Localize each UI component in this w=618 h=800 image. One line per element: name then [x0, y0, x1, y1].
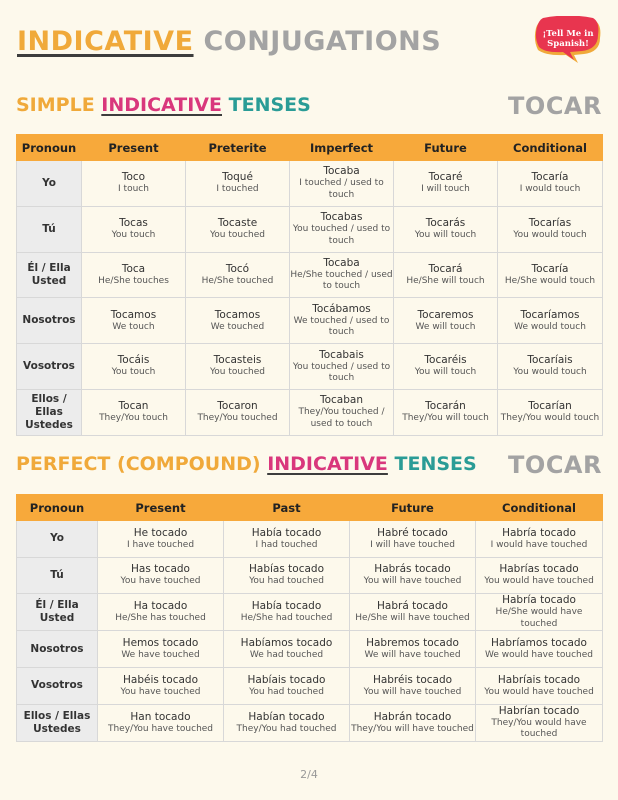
conjugation-cell — [476, 594, 603, 631]
english-translation: He/She touched / used to touch — [290, 269, 393, 292]
perfect-title-c: TENSES — [394, 453, 477, 475]
conjugation-cell — [476, 704, 603, 741]
spanish-form: Tocaríais — [527, 354, 573, 367]
conjugation-cell — [394, 344, 498, 390]
english-translation: You would have touched — [484, 686, 594, 697]
table-row — [17, 668, 603, 705]
conjugation-cell — [350, 521, 476, 558]
spanish-form: Tocasteis — [213, 354, 262, 367]
english-translation: You touched — [209, 367, 265, 378]
simple-title-a: SIMPLE — [16, 94, 95, 116]
conjugation-cell — [498, 389, 603, 435]
conjugation-cell — [186, 252, 290, 298]
column-header: Future — [394, 135, 498, 161]
spanish-form: Toqué — [222, 171, 253, 184]
spanish-form: Habría tocado — [502, 526, 576, 539]
column-header: Past — [224, 495, 350, 521]
english-translation: You had touched — [249, 686, 324, 697]
english-translation: You touched / used to touch — [292, 361, 391, 384]
table-row — [17, 161, 603, 207]
english-translation: You have touched — [120, 576, 201, 587]
conjugation-cell — [224, 557, 350, 594]
spanish-form: Toca — [121, 262, 146, 275]
logo-line2: Spanish! — [547, 39, 589, 49]
english-translation: We will have touched — [364, 649, 461, 660]
english-translation: We would have touched — [485, 649, 593, 660]
conjugation-cell — [394, 252, 498, 298]
spanish-form: He tocado — [133, 526, 188, 539]
spanish-form: Ha tocado — [133, 600, 188, 613]
spanish-form: Hemos tocado — [122, 636, 199, 649]
spanish-form: Tocamos — [214, 308, 261, 321]
english-translation: I touch — [118, 184, 149, 195]
spanish-form: Tocábamos — [312, 302, 371, 315]
conjugation-cell — [498, 344, 603, 390]
english-translation: They/You will have touched — [351, 723, 474, 734]
table-row — [17, 704, 603, 741]
column-header: Conditional — [476, 495, 603, 521]
pronoun-cell: Él / Ella Usted — [17, 252, 82, 298]
column-header: Present — [98, 495, 224, 521]
spanish-form: Habrían tocado — [498, 704, 580, 717]
column-header: Pronoun — [17, 135, 82, 161]
conjugation-cell — [350, 631, 476, 668]
table-row — [17, 252, 603, 298]
spanish-form: Tocarás — [425, 216, 466, 229]
spanish-form: Tocaban — [319, 394, 363, 407]
english-translation: He/She will have touched — [355, 613, 470, 624]
english-translation: They/You touched / used to touch — [298, 407, 385, 429]
spanish-form: Toco — [121, 171, 146, 184]
spanish-form: Habrán tocado — [373, 710, 452, 723]
conjugation-cell — [290, 298, 394, 344]
pronoun-cell: Vosotros — [17, 668, 98, 705]
spanish-form: Tocarán — [425, 400, 466, 413]
english-translation: You will touch — [414, 367, 477, 378]
spanish-form: Habrías tocado — [499, 563, 579, 576]
spanish-form: Habíais tocado — [247, 673, 326, 686]
conjugation-cell — [98, 668, 224, 705]
conjugation-cell — [476, 631, 603, 668]
spanish-form: Tocaré — [428, 171, 463, 184]
spanish-form: Tocarían — [528, 400, 572, 413]
spanish-form: Tocaremos — [417, 308, 474, 321]
perfect-title-a: PERFECT (COMPOUND) — [16, 453, 261, 475]
english-translation: We will touch — [415, 321, 476, 332]
column-header: Future — [350, 495, 476, 521]
conjugation-cell — [98, 631, 224, 668]
pronoun-cell: Ellos / Ellas Ustedes — [17, 704, 98, 741]
spanish-form: Había tocado — [251, 600, 322, 613]
english-translation: He/She would have touched — [495, 607, 583, 629]
spanish-form: Había tocado — [251, 526, 322, 539]
spanish-form: Tocaría — [531, 262, 569, 275]
english-translation: You would have touched — [484, 576, 594, 587]
english-translation: I will have touched — [370, 539, 455, 550]
conjugation-cell — [290, 252, 394, 298]
conjugation-cell — [394, 389, 498, 435]
spanish-form: Habían tocado — [248, 710, 325, 723]
conjugation-cell — [350, 704, 476, 741]
english-translation: You touch — [111, 367, 156, 378]
english-translation: You will have touched — [363, 686, 462, 697]
english-translation: You would touch — [513, 367, 587, 378]
english-translation: They/You touch — [99, 413, 168, 424]
simple-title-b: INDICATIVE — [101, 94, 222, 116]
conjugation-cell — [82, 252, 186, 298]
spanish-form: Tocaría — [531, 171, 569, 184]
conjugation-cell — [82, 206, 186, 252]
english-translation: You touched — [209, 229, 265, 240]
english-translation: We would touch — [514, 321, 586, 332]
spanish-form: Tocabais — [319, 348, 364, 361]
english-translation: I would have touched — [490, 539, 588, 550]
english-translation: I would touch — [519, 184, 581, 195]
english-translation: I touched / used to touch — [299, 178, 384, 200]
column-header: Pronoun — [17, 495, 98, 521]
english-translation: We touched / used to touch — [293, 315, 390, 338]
page-title-part1: INDICATIVE — [17, 26, 194, 57]
simple-section-title — [16, 94, 311, 116]
perfect-title-b: INDICATIVE — [267, 453, 388, 475]
english-translation: You had touched — [249, 576, 324, 587]
column-header: Present — [82, 135, 186, 161]
spanish-form: Han tocado — [130, 710, 191, 723]
logo-line1: ¡Tell Me in — [542, 29, 594, 39]
pronoun-cell: Él / Ella Usted — [17, 594, 98, 631]
spanish-form: Tocaba — [323, 256, 360, 269]
conjugation-cell — [186, 389, 290, 435]
conjugation-cell — [98, 557, 224, 594]
spanish-form: Tocarías — [528, 216, 572, 229]
spanish-form: Habíamos tocado — [240, 636, 333, 649]
english-translation: They/You touched — [197, 413, 278, 424]
conjugation-cell — [290, 161, 394, 207]
conjugation-cell — [394, 298, 498, 344]
english-translation: They/You would touch — [500, 413, 600, 424]
english-translation: You would touch — [513, 229, 587, 240]
conjugation-cell — [82, 298, 186, 344]
spanish-form: Tocas — [119, 216, 148, 229]
english-translation: He/She had touched — [240, 613, 333, 624]
english-translation: We touched — [210, 321, 265, 332]
spanish-form: Tocaste — [217, 216, 258, 229]
english-translation: You touched / used to touch — [292, 224, 391, 246]
page-number: 2/4 — [300, 768, 318, 781]
conjugation-cell — [476, 668, 603, 705]
conjugation-cell — [498, 252, 603, 298]
english-translation: He/She would touch — [504, 275, 596, 286]
english-translation: I touched — [216, 184, 259, 195]
english-translation: They/You had touched — [236, 723, 337, 734]
column-header: Conditional — [498, 135, 603, 161]
conjugation-cell — [290, 389, 394, 435]
conjugation-cell — [498, 161, 603, 207]
english-translation: They/You would have touched — [491, 717, 587, 740]
english-translation: They/You have touched — [107, 723, 214, 734]
pronoun-cell: Vosotros — [17, 344, 82, 390]
spanish-form: Tocáis — [117, 354, 150, 367]
conjugation-cell — [82, 344, 186, 390]
english-translation: He/She touched — [201, 275, 274, 286]
spanish-form: Habríais tocado — [497, 673, 581, 686]
conjugation-cell — [350, 557, 476, 594]
spanish-form: Tocan — [118, 400, 149, 413]
column-header: Imperfect — [290, 135, 394, 161]
table-row — [17, 557, 603, 594]
pronoun-cell: Nosotros — [17, 298, 82, 344]
english-translation: You touch — [111, 229, 156, 240]
simple-title-c: TENSES — [228, 94, 311, 116]
english-translation: You will have touched — [363, 576, 462, 587]
spanish-form: Tocaba — [323, 165, 360, 178]
conjugation-cell — [394, 206, 498, 252]
conjugation-cell — [98, 704, 224, 741]
spanish-form: Habré tocado — [377, 526, 448, 539]
pronoun-cell: Ellos / Ellas Ustedes — [17, 389, 82, 435]
spanish-form: Habríamos tocado — [491, 636, 587, 649]
table-row — [17, 298, 603, 344]
conjugation-cell — [186, 206, 290, 252]
spanish-form: Tocaron — [217, 400, 258, 413]
conjugation-cell — [224, 631, 350, 668]
spanish-form: Habéis tocado — [122, 673, 199, 686]
table-header-row — [17, 495, 603, 521]
table-row — [17, 344, 603, 390]
spanish-form: Tocaréis — [424, 354, 467, 367]
conjugation-cell — [350, 594, 476, 631]
conjugation-cell — [98, 521, 224, 558]
conjugation-cell — [290, 344, 394, 390]
english-translation: I have touched — [126, 539, 195, 550]
spanish-form: Habrás tocado — [374, 563, 451, 576]
logo-text — [534, 29, 602, 49]
logo — [534, 16, 602, 64]
table-row — [17, 389, 603, 435]
conjugation-cell — [186, 344, 290, 390]
english-translation: We touch — [112, 321, 155, 332]
english-translation: He/She touches — [98, 275, 169, 286]
spanish-form: Habías tocado — [249, 563, 324, 576]
pronoun-cell: Tú — [17, 557, 98, 594]
spanish-form: Has tocado — [131, 563, 190, 576]
conjugation-cell — [224, 668, 350, 705]
spanish-form: Tocará — [428, 262, 463, 275]
english-translation: We had touched — [249, 649, 324, 660]
conjugation-cell — [394, 161, 498, 207]
conjugation-cell — [498, 206, 603, 252]
conjugation-cell — [224, 704, 350, 741]
english-translation: I had touched — [255, 539, 318, 550]
pronoun-cell: Yo — [17, 161, 82, 207]
conjugation-cell — [224, 521, 350, 558]
page-title-part2: CONJUGATIONS — [203, 26, 442, 57]
english-translation: You will touch — [414, 229, 477, 240]
conjugation-cell — [476, 557, 603, 594]
simple-tenses-table — [16, 134, 603, 436]
table-row — [17, 206, 603, 252]
column-header: Preterite — [186, 135, 290, 161]
english-translation: I will touch — [421, 184, 470, 195]
english-translation: We have touched — [121, 649, 200, 660]
table-row — [17, 594, 603, 631]
conjugation-cell — [290, 206, 394, 252]
conjugation-cell — [82, 389, 186, 435]
conjugation-cell — [98, 594, 224, 631]
english-translation: You have touched — [120, 686, 201, 697]
spanish-form: Habremos tocado — [366, 636, 459, 649]
spanish-form: Tocaríamos — [520, 308, 580, 321]
conjugation-cell — [476, 521, 603, 558]
simple-verb-label: TOCAR — [508, 92, 602, 120]
conjugation-cell — [498, 298, 603, 344]
conjugation-cell — [350, 668, 476, 705]
pronoun-cell: Tú — [17, 206, 82, 252]
spanish-form: Habréis tocado — [372, 673, 453, 686]
english-translation: They/You will touch — [402, 413, 489, 424]
table-row — [17, 631, 603, 668]
spanish-form: Habrá tocado — [377, 600, 448, 613]
spanish-form: Tocamos — [110, 308, 157, 321]
spanish-form: Tocó — [225, 262, 250, 275]
table-row — [17, 521, 603, 558]
conjugation-cell — [82, 161, 186, 207]
table-header-row — [17, 135, 603, 161]
pronoun-cell: Nosotros — [17, 631, 98, 668]
english-translation: He/She will touch — [406, 275, 485, 286]
spanish-form: Tocabas — [320, 211, 363, 224]
perfect-tenses-table — [16, 494, 603, 742]
english-translation: He/She has touched — [115, 613, 206, 624]
conjugation-cell — [224, 594, 350, 631]
spanish-form: Habría tocado — [502, 594, 576, 607]
pronoun-cell: Yo — [17, 521, 98, 558]
conjugation-cell — [186, 298, 290, 344]
page-title — [17, 26, 441, 57]
perfect-section-title — [16, 453, 477, 475]
conjugation-cell — [186, 161, 290, 207]
perfect-verb-label: TOCAR — [508, 451, 602, 479]
